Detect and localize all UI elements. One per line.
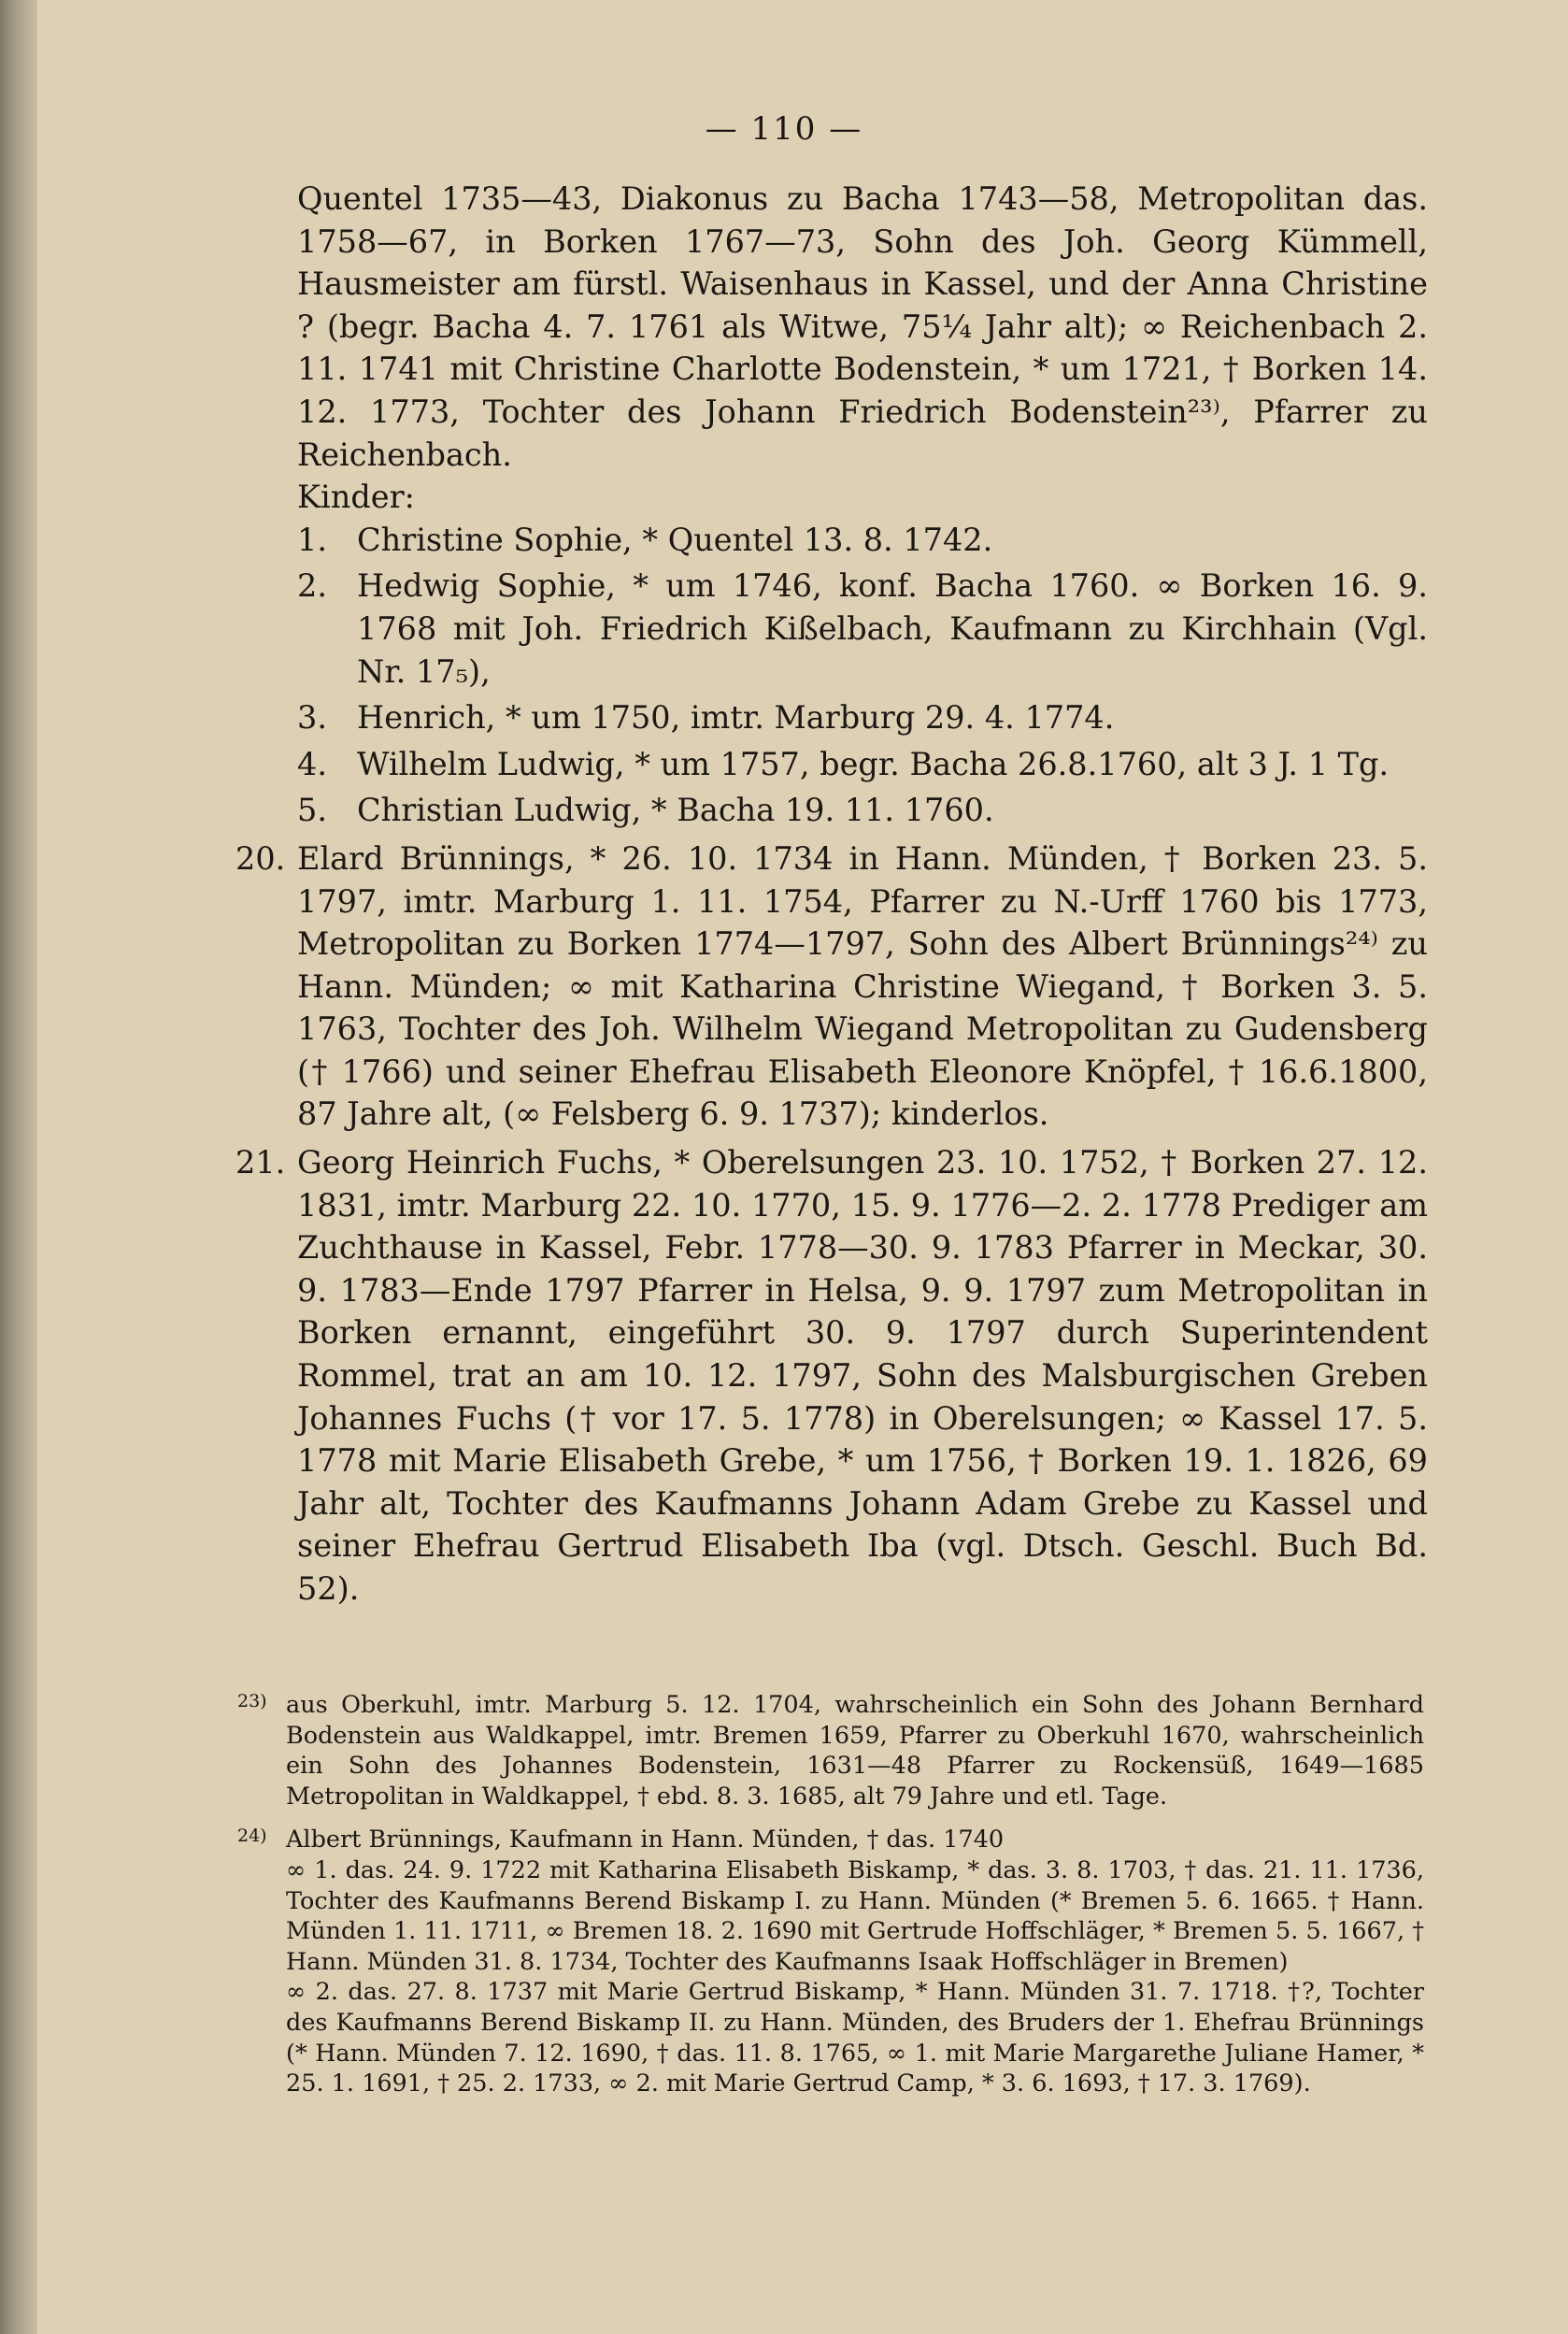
children-heading: Kinder: bbox=[297, 479, 415, 516]
child-item bbox=[297, 743, 1428, 786]
book-spine-shadow bbox=[0, 0, 37, 2334]
entry-21 bbox=[235, 1141, 1428, 1611]
footnotes bbox=[237, 1690, 1424, 2112]
child-text: Christine Sophie, * Quentel 13. 8. 1742. bbox=[357, 521, 993, 558]
footnote-text: aus Oberkuhl, imtr. Marburg 5. 12. 1704, wahrscheinlich ein Sohn des Johann Bernhard Bodenstein aus Waldkappel, imtr. Bremen 1659, Pfarrer zu Oberkuhl 1670, wahrscheinlich ein Sohn des Johannes Bodenstein, 1631—48 Pfarrer zu Rockensüß, 1649—1685 Metropolitan in Waldkappel, † ebd. 8. 3. 1685, alt 79 Jahre und etl. Tage. bbox=[286, 1691, 1424, 1811]
entry-text: Georg Heinrich Fuchs, * Oberelsungen 23. 10. 1752, † Borken 27. 12. 1831, imtr. Marburg 22. 10. 1770, 15. 9. 1776—2. 2. 1778 Prediger am Zuchthause in Kassel, Febr. 1778—30. 9. 1783 Pfarrer in Meckar, 30. 9. 1783—Ende 1797 Pfarrer in Helsa, 9. 9. 1797 zum Metropolitan in Borken ernannt, eingeführt 30. 9. 1797 durch Superintendent Rommel, trat an am 10. 12. 1797, Sohn des Malsburgischen Greben Johannes Fuchs († vor 17. 5. 1778) in Oberelsungen; ∞ Kassel 17. 5. 1778 mit Marie Elisabeth Grebe, * um 1756, † Borken 19. 1. 1826, 69 Jahr alt, Tochter des Kaufmanns Johann Adam Grebe zu Kassel und seiner Ehefrau Gertrud Elisabeth Iba (vgl. Dtsch. Geschl. Buch Bd. 52). bbox=[297, 1144, 1428, 1607]
child-item bbox=[297, 565, 1428, 693]
child-text: Christian Ludwig, * Bacha 19. 11. 1760. bbox=[357, 792, 994, 829]
footnote-line: ∞ 1. das. 24. 9. 1722 mit Katharina Elisabeth Biskamp, * das. 3. 8. 1703, † das. 21. 11. 1736, Tochter des Kaufmanns Berend Biskamp I. zu Hann. Münden (* Bremen 5. 6. 1665. † Hann. Münden 1. 11. 1711, ∞ Bremen 18. 2. 1690 mit Gertrude Hoffschläger, * Bremen 5. 5. 1667, † Hann. Münden 31. 8. 1734, Tochter des Kaufmanns Isaak Hoffschläger in Bremen) bbox=[286, 1855, 1424, 1976]
child-text: Wilhelm Ludwig, * um 1757, begr. Bacha 26.8.1760, alt 3 J. 1 Tg. bbox=[357, 745, 1390, 782]
child-item bbox=[297, 696, 1428, 739]
child-text: Henrich, * um 1750, imtr. Marburg 29. 4. 1774. bbox=[357, 699, 1115, 737]
child-number: 1. bbox=[297, 521, 327, 558]
footnote-line: ∞ 2. das. 27. 8. 1737 mit Marie Gertrud Biskamp, * Hann. Münden 31. 7. 1718. †?, Tochter des Kaufmanns Berend Biskamp II. zu Hann. Münden, des Bruders der 1. Ehefrau Brünnings (* Hann. Münden 7. 12. 1690, † das. 11. 8. 1765, ∞ 1. mit Marie Margarethe Juliane Hamer, * 25. 1. 1691, † 25. 2. 1733, ∞ 2. mit Marie Gertrud Camp, * 3. 6. 1693, † 17. 3. 1769). bbox=[286, 1978, 1424, 2098]
footnote-line: Albert Brünnings, Kaufmann in Hann. Münden, † das. 1740 bbox=[286, 1826, 1005, 1854]
child-number: 2. bbox=[297, 567, 327, 605]
footnote-number: 23) bbox=[237, 1691, 267, 1711]
child-item bbox=[297, 519, 1428, 562]
child-text: Hedwig Sophie, * um 1746, konf. Bacha 1760. ∞ Borken 16. 9. 1768 mit Joh. Friedrich Kißelbach, Kaufmann zu Kirchhain (Vgl. Nr. 17₅), bbox=[357, 567, 1428, 690]
footnote-number: 24) bbox=[237, 1826, 267, 1847]
footnote-24 bbox=[237, 1825, 1424, 2098]
entry-number: 20. bbox=[235, 839, 286, 877]
entry-20 bbox=[235, 838, 1428, 1136]
child-item bbox=[297, 789, 1428, 832]
intro-paragraph: Quentel 1735—43, Diakonus zu Bacha 1743—58, Metropolitan das. 1758—67, in Borken 1767—73, Sohn des Joh. Georg Kümmell, Hausmeister am fürstl. Waisenhaus in Kassel, und der Anna Christine ? (begr. Bacha 4. 7. 1761 als Witwe, 75¼ Jahr alt); ∞ Reichenbach 2. 11. 1741 mit Christine Charlotte Bodenstein, * um 1721, † Borken 14. 12. 1773, Tochter des Johann Friedrich Bodenstein²³⁾, Pfarrer zu Reichenbach. bbox=[297, 180, 1428, 473]
main-text bbox=[235, 178, 1428, 1611]
entry-text: Elard Brünnings, * 26. 10. 1734 in Hann. Münden, † Borken 23. 5. 1797, imtr. Marburg 1. 11. 1754, Pfarrer zu N.-Urff 1760 bis 1773, Metropolitan zu Borken 1774—1797, Sohn des Albert Brünnings²⁴⁾ zu Hann. Münden; ∞ mit Katharina Christine Wiegand, † Borken 3. 5. 1763, Tochter des Joh. Wilhelm Wiegand Metropolitan zu Gudensberg († 1766) und seiner Ehefrau Elisabeth Eleonore Knöpfel, † 16.6.1800, 87 Jahre alt, (∞ Felsberg 6. 9. 1737); kinderlos. bbox=[297, 839, 1428, 1133]
entry-number: 21. bbox=[235, 1144, 286, 1181]
child-number: 5. bbox=[297, 792, 327, 829]
child-number: 3. bbox=[297, 699, 327, 737]
footnote-23 bbox=[237, 1690, 1424, 1811]
page-number: — 110 — bbox=[705, 110, 863, 148]
child-number: 4. bbox=[297, 745, 327, 782]
